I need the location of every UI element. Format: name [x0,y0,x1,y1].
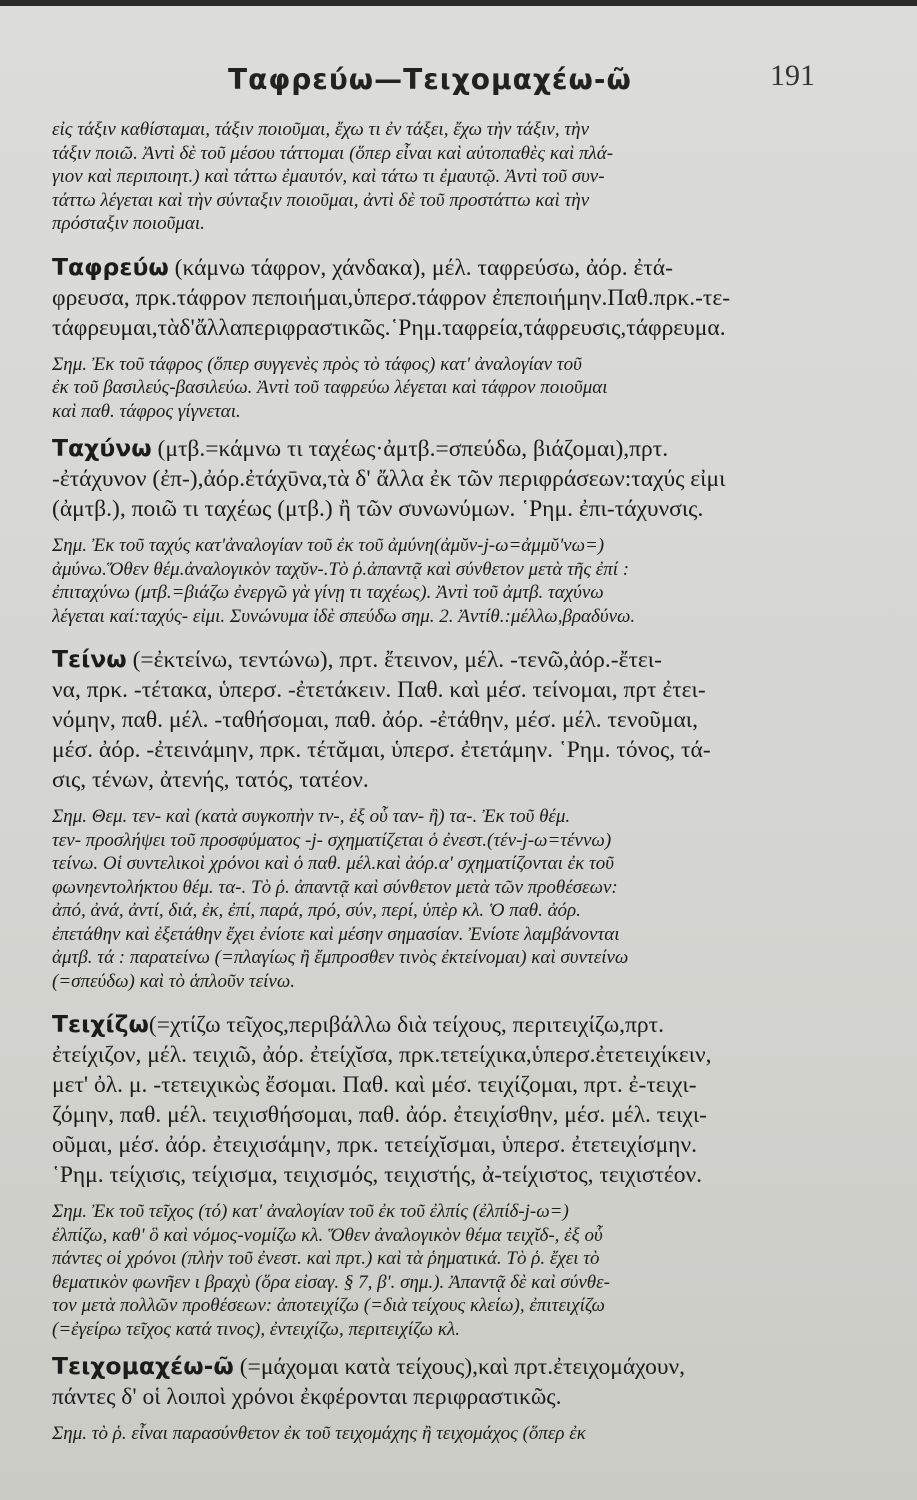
note-line: λέγεται καί:ταχύς- εἰμι. Συνώνυμα ἰδὲ σπεύδω σημ. 2. Ἀντίθ.:μέλλω,βραδύνω. [52,605,636,627]
entry-first-line [52,1009,862,1040]
text-line: να, πρκ. -τέτακα, ὑπερσ. -ἐτετάκειν. Παθ. καὶ μέσ. τείνομαι, πρτ ἐτει- [52,677,706,703]
text-line: πρόσταξιν ποιοῦμαι. [52,213,205,234]
headword: Ταχύνω [52,434,152,462]
note-line: Σημ. Ἐκ τοῦ τεῖχος (τό) κατ' ἀναλογίαν τοῦ ἐκ τοῦ ἐλπίς (ἐλπίδ-j-ω=) [52,1201,569,1222]
dictionary-text [52,118,862,1446]
headword: Τείνω [52,645,127,673]
entry-teino [52,644,862,993]
note-line: τεν- προσλήψει τοῦ προσφύματος -j- σχηματίζεται ὁ ἐνεστ.(τέν-j-ω=τέννω) [52,829,612,851]
running-title: Ταφρεύω—Τειχομαχέω-ῶ [228,63,632,96]
text-line: νόμην, παθ. μέλ. -ταθήσομαι, παθ. ἀόρ. -ἐτάθην, μέσ. μέλ. τενοῦμαι, [52,707,698,733]
entry-tachyno [52,433,862,628]
headword: Τειχομαχέω-ῶ [52,1352,234,1380]
note-line: Σημ. τὸ ῥ. εἶναι παρασύνθετον ἐκ τοῦ τειχομάχης ἢ τειχομάχος (ὅπερ ἐκ [52,1423,586,1444]
text-line: εἰς τάξιν καθίσταμαι, τάξιν ποιοῦμαι, ἔχω τι ἐν τάξει, ἔχω τὴν τάξιν, τὴν [52,119,590,140]
text-line: πάντες δ' οἱ λοιποὶ χρόνοι ἐκφέρονται περιφραστικῶς. [52,1384,562,1410]
text-line: ἐτείχιζον, μέλ. τειχιῶ, ἀόρ. ἐτείχῐσα, πρκ.τετείχικα,ὑπερσ.ἐτετειχίκειν, [52,1042,712,1068]
entry-text: (=μάχομαι κατὰ τείχους),καὶ πρτ.ἐτειχομάχουν, [233,1354,685,1380]
note-line: ἐλπίζω, καθ' ὃ καὶ νόμος-νομίζω κλ. Ὅθεν ἀναλογικὸν θέμα τειχῐδ-, ἐξ οὗ [52,1224,603,1246]
entry-teichizo [52,1009,862,1341]
note-line: ἀμτβ. τά : παρατείνω (=πλαγίως ἢ ἔμπροσθεν τινὸς ἐκτείνομαι) καὶ συντείνω [52,947,629,968]
note-line: ἐκ τοῦ βασιλεύς-βασιλεύω. Ἀντὶ τοῦ ταφρεύω λέγεται καὶ τάφρον ποιοῦμαι [52,377,608,398]
note-line: (=ἐγείρω τεῖχος κατά τινος), ἐντειχίζω, περιτειχίζω κλ. [52,1318,460,1340]
note-line: πάντες οἱ χρόνοι (πλὴν τοῦ ἐνεστ. καὶ πρτ.) καὶ τὰ ῥηματικά. Τὸ ῥ. ἔχει τὸ [52,1248,600,1269]
text-line: τάφρευμαι,τὰδ'ἄλλαπεριφραστικῶς.῾Ρημ.ταφρεία,τάφρευσις,τάφρευμα. [52,314,726,341]
note-line: ἐπιταχύνω (μτβ.=βιάζω ἐνεργῶ γὰ γίνῃ τι ταχέως). Ἀντὶ τοῦ ἀμτβ. ταχύνω [52,582,604,603]
text-line: τάξιν ποιῶ. Ἀντὶ δὲ τοῦ μέσου τάττομαι (ὅπερ εἶναι καὶ αὐτοπαθὲς καὶ πλά- [52,142,614,164]
text-line: τάττω λέγεται καὶ τὴν σύνταξιν ποιοῦμαι, ἀντὶ δὲ τοῦ προστάττω καὶ τὴν [52,189,590,211]
text-line: φρευσα, πρκ.τάφρον πεποιήμαι,ὑπερσ.τάφρον ἐπεποιήμην.Παθ.πρκ.-τε- [52,284,731,311]
note-line: ἀμύνω.Ὅθεν θέμ.ἀναλογικὸν ταχῠν-.Τὸ ῥ.ἀπαντᾷ καὶ σύνθετον μετὰ τῆς ἐπί : [52,558,630,580]
note-line: τον μετὰ πολλῶν προθέσεων: ἀποτειχίζω (=διὰ τείχους κλείω), ἐπιτειχίζω [52,1295,605,1316]
note-line: ἀπό, ἀνά, ἀντί, διά, ἐκ, ἐπί, παρά, πρό, σύν, περί, ὑπὲρ κλ. Ὁ παθ. ἀόρ. [52,900,581,921]
text-line: (ἀμτβ.), ποιῶ τι ταχέως (μτβ.) ἢ τῶν συνωνύμων. ῾Ρημ. ἐπι-τάχυνσις. [52,496,704,522]
entry-first-line [52,252,862,283]
entry-first-line [52,433,862,464]
text-line: ζόμην, παθ. μέλ. τειχισθήσομαι, παθ. ἀόρ. ἐτειχίσθην, μέσ. μέλ. τειχι- [52,1102,707,1128]
note-line: θεματικὸν φωνῆεν ι βραχὺ (ὅρα εἰσαγ. § 7, β'. σημ.). Ἀπαντᾷ δὲ καὶ σύνθε- [52,1271,610,1293]
entry-text: (κάμνω τάφρον, χάνδακα), μέλ. ταφρεύσω, ἀόρ. ἐτά- [168,254,673,281]
text-line: γιον καὶ περιποιητ.) καὶ τάττω ἐμαυτόν, καὶ τάτω τι ἐμαυτῷ. Ἀντὶ τοῦ συν- [52,166,605,187]
note-line: (=σπεύδω) καὶ τὸ ἁπλοῦν τείνω. [52,970,296,992]
entry-tafreuo [52,252,862,424]
text-line: σις, τένων, ἀτενής, τατός, τατέον. [52,767,369,793]
entry-first-line [52,1351,862,1382]
headword: Ταφρεύω [52,252,169,281]
text-line: -ἐτάχυνον (ἐπ-),ἀόρ.ἐτάχῡνα,τὰ δ' ἄλλα ἐκ τῶν περιφράσεων:ταχύς εἰμι [52,466,726,492]
entry-text: (=χτίζω τεῖχος,περιβάλλω διὰ τείχους, περιτειχίζω,πρτ. [148,1012,664,1038]
scan-edge [0,0,917,6]
headword: Τειχίζω [52,1010,149,1038]
text-line: μετ' ὀλ. μ. -τετειχικὼς ἔσομαι. Παθ. καὶ μέσ. τειχίζομαι, πρτ. ἐ-τειχι- [52,1072,697,1098]
page-number: 191 [770,59,815,92]
note-line: καὶ παθ. τάφρος γίγνεται. [52,400,241,422]
note-line: τείνω. Οἱ συντελικοὶ χρόνοι καὶ ὁ παθ. μέλ.καὶ ἀόρ.α' σχηματίζονται ἐκ τοῦ [52,853,614,874]
entry-text: (μτβ.=κάμνω τι ταχέως·ἀμτβ.=σπεύδω, βιάζομαι),πρτ. [151,436,669,462]
page-header [0,55,917,105]
note-line: ἐπετάθην καὶ ἐξετάθην ἔχει ἐνίοτε καὶ μέσην σημασίαν. Ἐνίοτε λαμβάνονται [52,923,620,945]
note-line: Σημ. Ἐκ τοῦ τάφρος (ὅπερ συγγενὲς πρὸς τὸ τάφος) κατ' ἀναλογίαν τοῦ [52,353,582,375]
text-line: μέσ. ἀόρ. -ἐτεινάμην, πρκ. τέτᾰμαι, ὑπερσ. ἐτετάμην. ῾Ρημ. τόνος, τά- [52,737,711,763]
note-line: φωνηεντολήκτου θέμ. τα-. Τὸ ῥ. ἀπαντᾷ καὶ σύνθετον μετὰ τῶν προθέσεων: [52,876,618,898]
entry-first-line [52,644,862,675]
entry-teichomacheo [52,1351,862,1446]
text-line: οῦμαι, μέσ. ἀόρ. ἐτειχισάμην, πρκ. τετείχῐσμαι, ὑπερσ. ἐτετειχίσμην. [52,1132,697,1158]
entry-text: (=ἐκτείνω, τεντώνω), πρτ. ἔτεινον, μέλ. -τενῶ,ἀόρ.-ἔτει- [126,647,662,673]
text-line: ῾Ρημ. τείχισις, τείχισμα, τειχισμός, τειχιστής, ἀ-τείχιστος, τειχιστέον. [52,1162,703,1188]
entry-continuation [52,118,862,236]
note-line: Σημ. Ἐκ τοῦ ταχύς κατ'ἀναλογίαν τοῦ ἐκ τοῦ ἀμύνη(ἀμῠν-j-ω=ἀμμῠ'νω=) [52,535,605,556]
note-line: Σημ. Θεμ. τεν- καὶ (κατὰ συγκοπὴν τν-, ἐξ οὗ ταν- ἢ) τα-. Ἐκ τοῦ θέμ. [52,806,571,827]
